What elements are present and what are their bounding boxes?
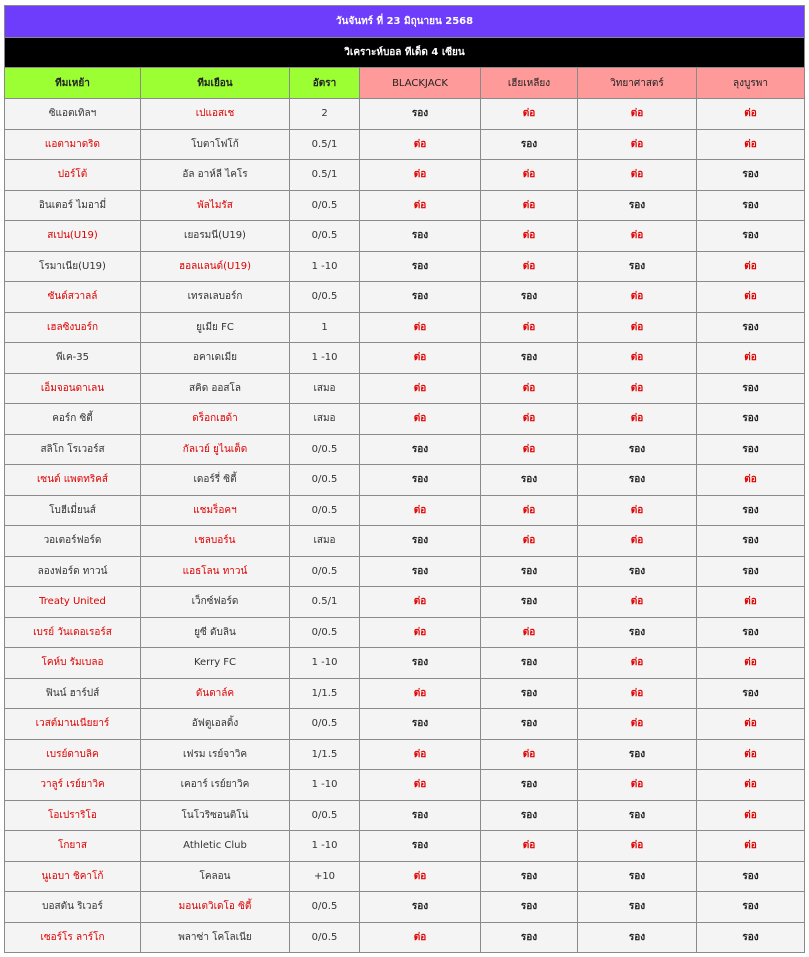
pick-science: รอง (578, 892, 697, 923)
pick-blackjack: ต่อ (360, 739, 481, 770)
pick-blackjack: รอง (360, 648, 481, 679)
pick-hia-liang: รอง (481, 129, 578, 160)
away-team: พัลไมรัส (141, 190, 290, 221)
pick-lung-burapha: รอง (697, 312, 805, 343)
rate: 1 (290, 312, 360, 343)
pick-blackjack: ต่อ (360, 861, 481, 892)
rate: 1/1.5 (290, 678, 360, 709)
pick-science: รอง (578, 617, 697, 648)
pick-lung-burapha: รอง (697, 190, 805, 221)
pick-hia-liang: รอง (481, 648, 578, 679)
pick-hia-liang: ต่อ (481, 312, 578, 343)
home-team: โอเปราริโอ (5, 800, 141, 831)
home-team: เบรย์ดาบลิค (5, 739, 141, 770)
pick-blackjack: ต่อ (360, 770, 481, 801)
rate: เสมอ (290, 373, 360, 404)
pick-blackjack: ต่อ (360, 312, 481, 343)
pick-lung-burapha: รอง (697, 526, 805, 557)
rate: 0.5/1 (290, 129, 360, 160)
pick-science: รอง (578, 190, 697, 221)
table-row (5, 221, 805, 252)
pick-hia-liang: รอง (481, 465, 578, 496)
pick-lung-burapha: ต่อ (697, 129, 805, 160)
pick-hia-liang: ต่อ (481, 526, 578, 557)
pick-lung-burapha: รอง (697, 160, 805, 191)
home-team: วาลูร์ เรย์ยาวิค (5, 770, 141, 801)
pick-blackjack: รอง (360, 892, 481, 923)
pick-lung-burapha: รอง (697, 434, 805, 465)
pick-science: ต่อ (578, 221, 697, 252)
table-row (5, 617, 805, 648)
table-row (5, 739, 805, 770)
rate: 0/0.5 (290, 922, 360, 953)
pick-lung-burapha: ต่อ (697, 99, 805, 130)
pick-science: ต่อ (578, 373, 697, 404)
rate: 0/0.5 (290, 556, 360, 587)
home-team: เซอร์โร ลาร์โก (5, 922, 141, 953)
home-team: พีเค-35 (5, 343, 141, 374)
table-row (5, 587, 805, 618)
table-row (5, 526, 805, 557)
pick-lung-burapha: รอง (697, 678, 805, 709)
away-team: เฟรม เรย์จาวิค (141, 739, 290, 770)
away-team: โคลอน (141, 861, 290, 892)
table-row (5, 190, 805, 221)
rate: 0/0.5 (290, 709, 360, 740)
pick-science: ต่อ (578, 282, 697, 313)
away-team: แชมร็อคฯ (141, 495, 290, 526)
pick-science: รอง (578, 434, 697, 465)
home-team: เฮลซิงบอร์ก (5, 312, 141, 343)
rate: เสมอ (290, 526, 360, 557)
away-team: แอธโลน ทาวน์ (141, 556, 290, 587)
pick-science: รอง (578, 556, 697, 587)
home-team: อินเตอร์ ไมอามี่ (5, 190, 141, 221)
pick-hia-liang: ต่อ (481, 251, 578, 282)
rate: 1 -10 (290, 343, 360, 374)
pick-lung-burapha: ต่อ (697, 587, 805, 618)
home-team: เซนต์ แพตทริคส์ (5, 465, 141, 496)
pick-science: ต่อ (578, 343, 697, 374)
rate: 0/0.5 (290, 800, 360, 831)
col-home: ทีมเหย้า (5, 68, 141, 99)
pick-hia-liang: รอง (481, 709, 578, 740)
pick-lung-burapha: ต่อ (697, 739, 805, 770)
table-row (5, 709, 805, 740)
away-team: เคอาร์ เรย์ยาวิค (141, 770, 290, 801)
pick-hia-liang: รอง (481, 282, 578, 313)
pick-lung-burapha: รอง (697, 892, 805, 923)
pick-hia-liang: ต่อ (481, 190, 578, 221)
table-row (5, 465, 805, 496)
table-row (5, 282, 805, 313)
date-title-row (5, 6, 805, 38)
away-team: เทรลเลบอร์ก (141, 282, 290, 313)
home-team: เวสต์มานเนียยาร์ (5, 709, 141, 740)
pick-lung-burapha: ต่อ (697, 465, 805, 496)
pick-lung-burapha: ต่อ (697, 709, 805, 740)
away-team: ดันดาล์ค (141, 678, 290, 709)
pick-blackjack: รอง (360, 221, 481, 252)
table-row (5, 129, 805, 160)
pick-blackjack: รอง (360, 556, 481, 587)
pick-blackjack: รอง (360, 434, 481, 465)
pick-lung-burapha: รอง (697, 221, 805, 252)
pick-blackjack: รอง (360, 526, 481, 557)
table-row (5, 678, 805, 709)
home-team: โบฮีเมี่ยนส์ (5, 495, 141, 526)
home-team: Treaty United (5, 587, 141, 618)
pick-lung-burapha: รอง (697, 495, 805, 526)
pick-lung-burapha: รอง (697, 617, 805, 648)
pick-science: รอง (578, 861, 697, 892)
pick-hia-liang: รอง (481, 770, 578, 801)
rate: 0/0.5 (290, 190, 360, 221)
rate: 1 -10 (290, 648, 360, 679)
away-team: โนโวริซอนติโน่ (141, 800, 290, 831)
home-team: เบรย์ วันเดอเรอร์ส (5, 617, 141, 648)
col-blackjack: BLACKJACK (360, 68, 481, 99)
pick-blackjack: รอง (360, 251, 481, 282)
pick-science: ต่อ (578, 129, 697, 160)
pick-hia-liang: ต่อ (481, 495, 578, 526)
away-team: Athletic Club (141, 831, 290, 862)
rate: +10 (290, 861, 360, 892)
pick-lung-burapha: ต่อ (697, 770, 805, 801)
away-team: ยูเมีย FC (141, 312, 290, 343)
home-team: แอตามาดริด (5, 129, 141, 160)
pick-lung-burapha: ต่อ (697, 800, 805, 831)
home-team: โคห์บ รัมเบลอ (5, 648, 141, 679)
table-row (5, 251, 805, 282)
rate: 1 -10 (290, 831, 360, 862)
home-team: ฟินน์ ฮาร์ปส์ (5, 678, 141, 709)
table-row (5, 495, 805, 526)
pick-blackjack: รอง (360, 282, 481, 313)
tips-table (4, 5, 805, 953)
pick-hia-liang: ต่อ (481, 434, 578, 465)
away-team: ฮอลแลนด์(U19) (141, 251, 290, 282)
pick-blackjack: ต่อ (360, 587, 481, 618)
rate: 1/1.5 (290, 739, 360, 770)
pick-blackjack: รอง (360, 465, 481, 496)
pick-hia-liang: ต่อ (481, 221, 578, 252)
pick-science: ต่อ (578, 678, 697, 709)
pick-hia-liang: ต่อ (481, 99, 578, 130)
rate: 0.5/1 (290, 587, 360, 618)
rate: 0/0.5 (290, 434, 360, 465)
table-row (5, 343, 805, 374)
table-row (5, 434, 805, 465)
table-row (5, 831, 805, 862)
home-team: ซันด์สวาลล์ (5, 282, 141, 313)
col-hia-liang: เฮียเหลียง (481, 68, 578, 99)
rate: 0/0.5 (290, 892, 360, 923)
rate: 1 -10 (290, 251, 360, 282)
away-team: อัฟตูเอลดิ้ง (141, 709, 290, 740)
pick-lung-burapha: รอง (697, 404, 805, 435)
table-row (5, 922, 805, 953)
pick-blackjack: ต่อ (360, 617, 481, 648)
pick-blackjack: ต่อ (360, 160, 481, 191)
table-row (5, 770, 805, 801)
away-team: เชลบอร์น (141, 526, 290, 557)
away-team: โบตาโฟโก้ (141, 129, 290, 160)
pick-blackjack: ต่อ (360, 922, 481, 953)
rate: 0/0.5 (290, 282, 360, 313)
away-team: ดร็อกเฮด้า (141, 404, 290, 435)
home-team: คอร์ก ซิตี้ (5, 404, 141, 435)
away-team: มอนเตวิเดโอ ซิตี้ (141, 892, 290, 923)
pick-hia-liang: รอง (481, 922, 578, 953)
pick-science: รอง (578, 800, 697, 831)
pick-science: ต่อ (578, 495, 697, 526)
pick-blackjack: รอง (360, 800, 481, 831)
away-team: เว็กซ์ฟอร์ด (141, 587, 290, 618)
away-team: เยอรมนี(U19) (141, 221, 290, 252)
col-away: ทีมเยือน (141, 68, 290, 99)
col-science: วิทยาศาสตร์ (578, 68, 697, 99)
home-team: เอ็มจอนดาเลน (5, 373, 141, 404)
tips-table-container (4, 5, 804, 953)
pick-science: รอง (578, 922, 697, 953)
sub-title: วิเคราะห์บอล ทีเด็ด 4 เซียน (5, 38, 805, 68)
away-team: อัล อาห์ลี ไคโร (141, 160, 290, 191)
home-team: สเปน(U19) (5, 221, 141, 252)
rate: 0/0.5 (290, 221, 360, 252)
pick-science: ต่อ (578, 99, 697, 130)
rate: 0/0.5 (290, 617, 360, 648)
match-rows (5, 99, 805, 953)
pick-hia-liang: ต่อ (481, 617, 578, 648)
table-row (5, 892, 805, 923)
pick-hia-liang: ต่อ (481, 373, 578, 404)
pick-blackjack: ต่อ (360, 495, 481, 526)
pick-hia-liang: รอง (481, 587, 578, 618)
pick-science: ต่อ (578, 312, 697, 343)
pick-blackjack: รอง (360, 99, 481, 130)
home-team: ลองฟอร์ด ทาวน์ (5, 556, 141, 587)
pick-hia-liang: รอง (481, 861, 578, 892)
pick-hia-liang: รอง (481, 343, 578, 374)
rate: 2 (290, 99, 360, 130)
away-team: กัลเวย์ ยูไนเต็ด (141, 434, 290, 465)
pick-hia-liang: ต่อ (481, 739, 578, 770)
pick-science: ต่อ (578, 526, 697, 557)
pick-science: รอง (578, 465, 697, 496)
away-team: พลาซ่า โคโลเนีย (141, 922, 290, 953)
away-team: ยูซี ดับลิน (141, 617, 290, 648)
away-team: เดอร์รี่ ซิตี้ (141, 465, 290, 496)
pick-hia-liang: ต่อ (481, 831, 578, 862)
column-header-row (5, 68, 805, 99)
table-row (5, 312, 805, 343)
away-team: เปแอสเช (141, 99, 290, 130)
table-row (5, 160, 805, 191)
pick-blackjack: ต่อ (360, 190, 481, 221)
pick-science: ต่อ (578, 404, 697, 435)
pick-lung-burapha: รอง (697, 922, 805, 953)
rate: 0/0.5 (290, 495, 360, 526)
away-team: Kerry FC (141, 648, 290, 679)
table-row (5, 648, 805, 679)
home-team: ปอร์โต้ (5, 160, 141, 191)
pick-lung-burapha: ต่อ (697, 648, 805, 679)
pick-blackjack: ต่อ (360, 343, 481, 374)
pick-science: รอง (578, 251, 697, 282)
pick-blackjack: รอง (360, 709, 481, 740)
col-lung-burapha: ลุงบูรพา (697, 68, 805, 99)
pick-blackjack: ต่อ (360, 678, 481, 709)
away-team: สคิด ออสโล (141, 373, 290, 404)
pick-science: ต่อ (578, 160, 697, 191)
table-row (5, 861, 805, 892)
pick-blackjack: ต่อ (360, 129, 481, 160)
pick-lung-burapha: ต่อ (697, 831, 805, 862)
table-row (5, 556, 805, 587)
pick-blackjack: ต่อ (360, 373, 481, 404)
rate: เสมอ (290, 404, 360, 435)
date-title: วันจันทร์ ที่ 23 มิถุนายน 2568 (5, 6, 805, 38)
pick-lung-burapha: รอง (697, 373, 805, 404)
pick-science: ต่อ (578, 587, 697, 618)
table-row (5, 800, 805, 831)
pick-lung-burapha: ต่อ (697, 343, 805, 374)
home-team: ซิแอตเทิลฯ (5, 99, 141, 130)
table-row (5, 99, 805, 130)
pick-blackjack: ต่อ (360, 404, 481, 435)
pick-lung-burapha: ต่อ (697, 282, 805, 313)
pick-science: ต่อ (578, 770, 697, 801)
away-team: อคาเดเมีย (141, 343, 290, 374)
pick-hia-liang: ต่อ (481, 160, 578, 191)
pick-lung-burapha: รอง (697, 556, 805, 587)
pick-science: ต่อ (578, 709, 697, 740)
pick-hia-liang: รอง (481, 556, 578, 587)
pick-science: ต่อ (578, 648, 697, 679)
table-row (5, 373, 805, 404)
rate: 0.5/1 (290, 160, 360, 191)
pick-hia-liang: รอง (481, 678, 578, 709)
col-rate: อัตรา (290, 68, 360, 99)
rate: 0/0.5 (290, 465, 360, 496)
pick-lung-burapha: ต่อ (697, 251, 805, 282)
pick-blackjack: รอง (360, 831, 481, 862)
table-row (5, 404, 805, 435)
home-team: โรมาเนีย(U19) (5, 251, 141, 282)
pick-hia-liang: รอง (481, 800, 578, 831)
home-team: วอเตอร์ฟอร์ด (5, 526, 141, 557)
home-team: สลิโก โรเวอร์ส (5, 434, 141, 465)
pick-hia-liang: ต่อ (481, 404, 578, 435)
home-team: บอสตัน ริเวอร์ (5, 892, 141, 923)
pick-science: รอง (578, 739, 697, 770)
pick-hia-liang: รอง (481, 892, 578, 923)
rate: 1 -10 (290, 770, 360, 801)
home-team: โกยาส (5, 831, 141, 862)
pick-science: ต่อ (578, 831, 697, 862)
home-team: นูเอบา ชิคาโก้ (5, 861, 141, 892)
sub-title-row (5, 38, 805, 68)
pick-lung-burapha: รอง (697, 861, 805, 892)
